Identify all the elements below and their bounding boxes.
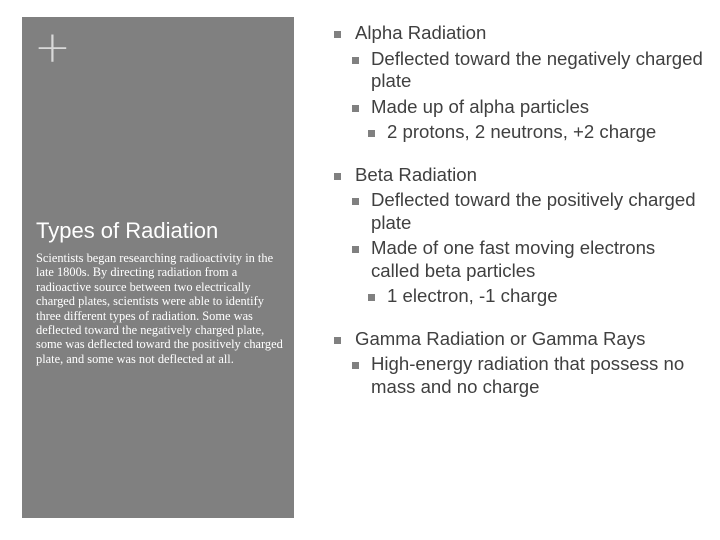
square-bullet-icon <box>352 198 359 205</box>
bullet-list <box>334 22 704 418</box>
list-item-text: Made of one fast moving electrons called beta particles <box>371 237 656 281</box>
square-bullet-icon <box>334 337 341 344</box>
list-item-text: Deflected toward the negatively charged plate <box>371 47 703 91</box>
plus-icon: + <box>34 22 71 73</box>
list-item-text: Gamma Radiation or Gamma Rays <box>355 327 646 349</box>
list-item <box>334 22 704 45</box>
list-item <box>334 285 704 308</box>
list-item <box>334 164 704 187</box>
list-item <box>334 328 704 351</box>
square-bullet-icon <box>368 294 375 301</box>
list-item-text: High-energy radiation that possess no mass and no charge <box>371 353 685 397</box>
square-bullet-icon <box>352 57 359 64</box>
square-bullet-icon <box>352 246 359 253</box>
bullet-group-beta <box>334 164 704 308</box>
list-item-text: 1 electron, -1 charge <box>387 285 558 306</box>
list-item-text: Beta Radiation <box>355 163 477 185</box>
list-item <box>334 353 704 398</box>
square-bullet-icon <box>334 31 341 38</box>
side-title: Types of Radiation <box>36 218 219 243</box>
square-bullet-icon <box>334 173 341 180</box>
list-item <box>334 121 704 144</box>
list-item <box>334 237 704 282</box>
list-item <box>334 48 704 93</box>
bullet-group-gamma <box>334 328 704 399</box>
list-item-text: Deflected toward the positively charged plate <box>371 189 696 233</box>
square-bullet-icon <box>352 362 359 369</box>
square-bullet-icon <box>352 105 359 112</box>
list-item-text: 2 protons, 2 neutrons, +2 charge <box>387 121 657 142</box>
list-item <box>334 189 704 234</box>
list-item-text: Alpha Radiation <box>355 22 487 43</box>
side-description: Scientists began researching radioactivity in the late 1800s. By directing radiation from a radioactive source between two electrically charged plates, scientists were able to identify three different types of radiation. Some was deflected toward the negatively charged plate, some was deflected toward the positively charged plate, and some was not deflected at all. <box>36 251 283 366</box>
bullet-group-alpha <box>334 22 704 144</box>
list-item-text: Made up of alpha particles <box>371 95 590 117</box>
list-item <box>334 96 704 119</box>
square-bullet-icon <box>368 130 375 137</box>
